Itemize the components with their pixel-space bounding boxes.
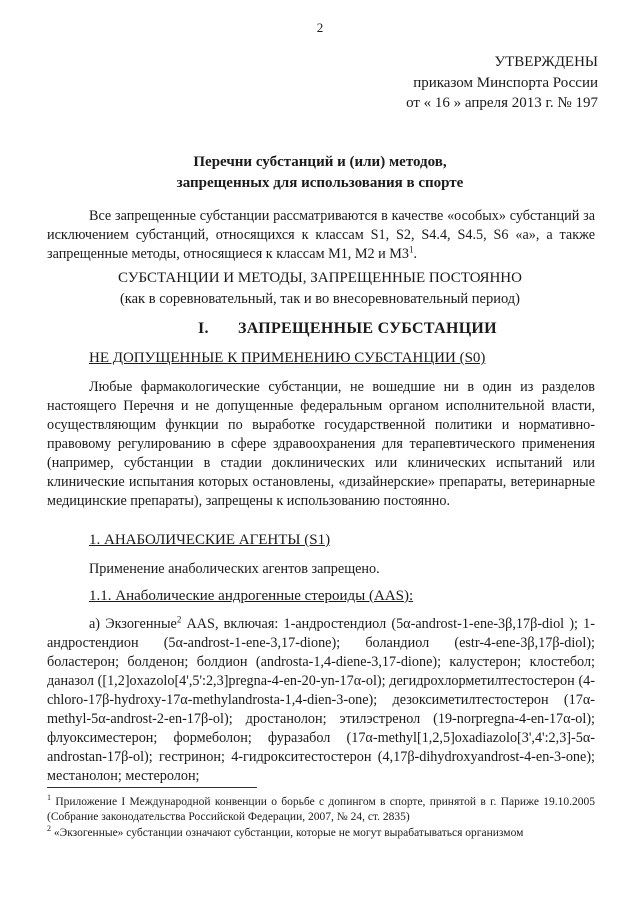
section-title: ЗАПРЕЩЕННЫЕ СУБСТАНЦИИ	[238, 320, 497, 337]
intro-end: .	[413, 246, 418, 262]
approval-date: от « 16 » апреля 2013 г. № 197	[406, 95, 598, 111]
s1-1-heading: 1.1. Анаболические андрогенные стероиды (AAS):	[89, 588, 414, 604]
s1-text: Применение анаболических агентов запрещено.	[89, 561, 380, 577]
intro-paragraph	[47, 207, 595, 264]
footnote-1-mark: 1	[47, 793, 51, 803]
footnote-ref-2: 2	[176, 614, 182, 625]
document-title	[60, 152, 580, 194]
s1-1-lead: а) Экзогенные	[89, 616, 177, 632]
s1-heading: 1. АНАБОЛИЧЕСКИЕ АГЕНТЫ (S1)	[89, 532, 331, 548]
document-title-line2: запрещенных для использования в спорте	[176, 175, 464, 191]
s0-paragraph: Любые фармакологические субстанции, не вошедшие ни в один из разделов настоящего Перечня и не допущенные федеральным органом исполнительной власти, осуществляющим функции по выработке государственной политики и нормативно-правовому регулированию в сфере здравоохранения для терапевтического применения (например, субстанции в стадии доклинических или клинических испытаний или клинические испытания которых остановлены, «дизайнерские» препараты, ветеринарные медицинские препараты), запрещены к использованию постоянно.	[47, 379, 595, 509]
page-number: 2	[316, 20, 324, 35]
footnote-2-mark: 2	[47, 824, 51, 834]
approval-order: приказом Минспорта России	[413, 75, 598, 91]
footnote-ref-1: 1	[409, 244, 414, 255]
footnote-2-text: «Экзогенные» субстанции означают субстанции, которые не могут вырабатываться организмом	[51, 827, 524, 839]
footnote-2	[47, 826, 595, 841]
document-title-line1: Перечни субстанций и (или) методов,	[193, 154, 447, 170]
footnote-divider	[47, 787, 257, 788]
s1-1-text: AAS, включая: 1-андростендиол (5α-androst-1-ene-3β,17β-diol ); 1-андростендион (5α-androst-1-ene-3,17-dione); боландиол (estr-4-ene-3β,17β-diol); боластерон; болденон; болдион (androsta-1,4-diene-3,17-dione); калустерон; клостебол; даназол ([1,2]oxazolo[4',5':2,3]pregna-4-en-20-yn-17α-ol); дегидрохлорметилтестостерон (4-chloro-17β-hydroxy-17α-methylandrosta-1,4-dien-3-one); дезоксиметилтестостерон (17α-methyl-5α-androst-2-en-17β-ol); дростанолон; этилэстренол (19-norpregna-4-en-17α-ol); флуоксиместерон; формеболон; фуразабол (17α-methyl[1,2,5]oxadiazolo[3',4':2,3]-5α-androstan-17β-ol); гестринон; 4-гидрокситестостерон (4,17β-dihydroxyandrost-4-en-3-one); местанолон; местеролон;	[47, 616, 596, 784]
permanent-heading: СУБСТАНЦИИ И МЕТОДЫ, ЗАПРЕЩЕННЫЕ ПОСТОЯННО	[118, 270, 522, 286]
s1-1-paragraph	[47, 615, 595, 786]
section-number: I.	[198, 320, 209, 337]
footnote-1	[47, 795, 595, 825]
permanent-subheading: (как в соревновательный, так и во внесоревновательный период)	[119, 291, 521, 307]
footnote-1-text: Приложение I Международной конвенции о борьбе с допингом в спорте, принятой в г. Париже 19.10.2005 (Собрание законодательства Российской Федерации, 2007, № 24, ст. 2835)	[47, 796, 595, 823]
section-heading	[198, 320, 497, 338]
approval-title: УТВЕРЖДЕНЫ	[494, 54, 598, 70]
intro-text: Все запрещенные субстанции рассматриваются в качестве «особых» субстанций за исключением субстанций, относящихся к классам S1, S2, S4.4, S4.5, S6 «а», а также запрещенные методы, относящиеся к классам М1, М2 и М3	[47, 208, 595, 262]
s0-heading: НЕ ДОПУЩЕННЫЕ К ПРИМЕНЕНИЮ СУБСТАНЦИИ (S0)	[89, 350, 486, 366]
